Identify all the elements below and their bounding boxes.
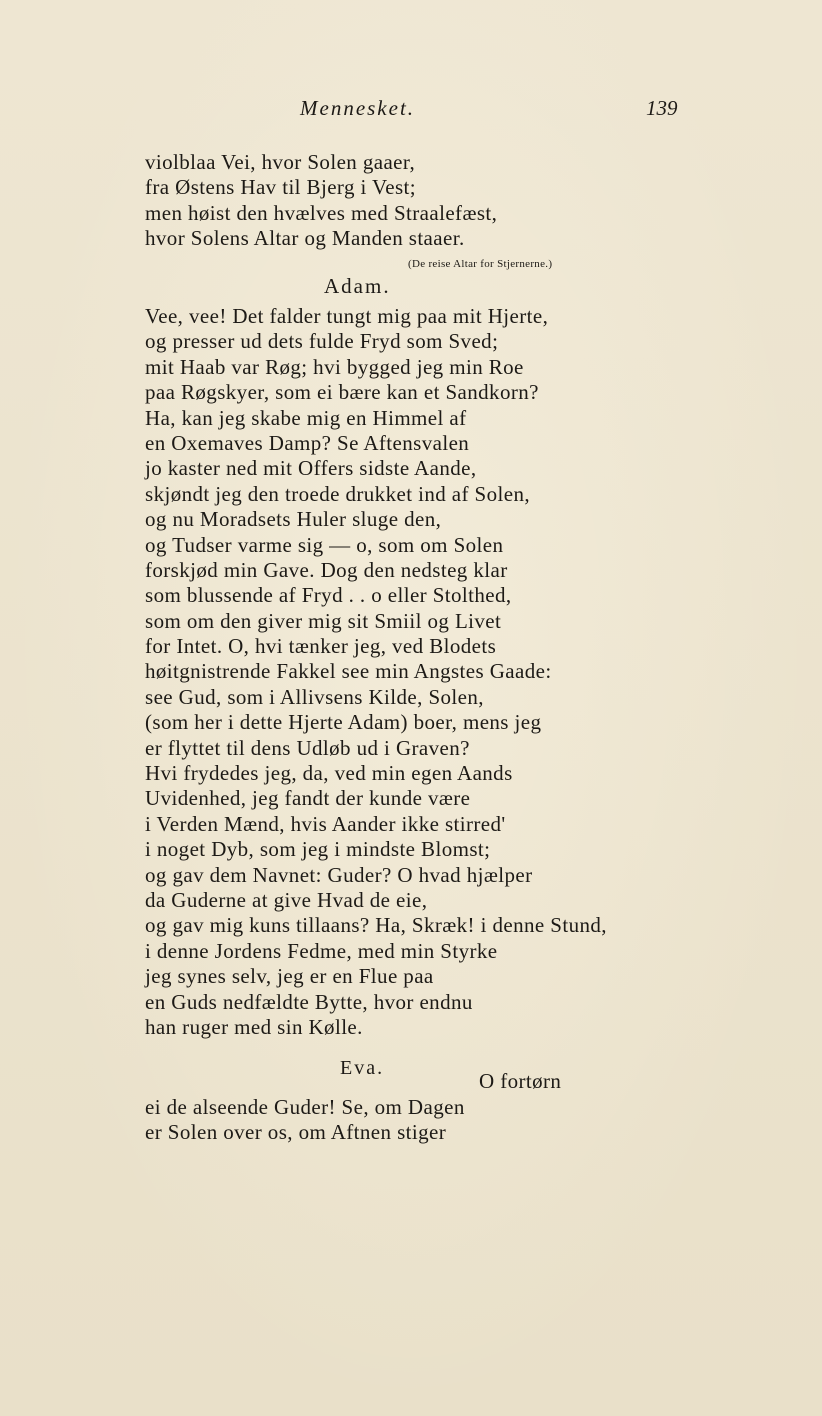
verse-line: hvor Solens Altar og Manden staaer. [145, 226, 465, 251]
verse-line: mit Haab var Røg; hvi bygged jeg min Roe [145, 354, 524, 379]
verse-line: som blussende af Fryd . . o eller Stolthed, [145, 583, 512, 608]
verse-line: Uvidenhed, jeg fandt der kunde være [145, 786, 471, 811]
verse-line: høitgnistrende Fakkel see min Angstes Gaade: [145, 659, 552, 684]
verse-line: ei de alseende Guder! Se, om Dagen [145, 1095, 465, 1119]
verse-line: jo kaster ned mit Offers sidste Aande, [145, 456, 477, 481]
page-number: 139 [646, 96, 678, 120]
verse-line: er Solen over os, om Aftnen stiger [145, 1120, 447, 1145]
verse-line: han ruger med sin Kølle. [145, 1014, 363, 1039]
verse-line: for Intet. O, hvi tænker jeg, ved Blodets [145, 634, 497, 659]
verse-line: og gav mig kuns tillaans? Ha, Skræk! i denne Stund, [145, 913, 607, 938]
verse-line: og Tudser varme sig — o, som om Solen [145, 532, 504, 557]
verse-line: fra Østens Hav til Bjerg i Vest; [145, 175, 416, 200]
verse-line: og gav dem Navnet: Guder? O hvad hjælper [145, 862, 533, 887]
verse-line: (som her i dette Hjerte Adam) boer, mens jeg [145, 710, 542, 735]
verse-line: see Gud, som i Allivsens Kilde, Solen, [145, 684, 484, 709]
stage-direction: (De reise Altar for Stjernerne.) [408, 258, 553, 270]
verse-line: jeg synes selv, jeg er en Flue paa [145, 964, 434, 989]
verse-line: Vee, vee! Det falder tungt mig paa mit Hjerte, [145, 304, 549, 328]
verse-line: paa Røgskyer, som ei bære kan et Sandkorn? [145, 380, 539, 405]
verse-line: som om den giver mig sit Smiil og Livet [145, 608, 502, 633]
verse-line: i denne Jordens Fedme, med min Styrke [145, 938, 498, 963]
verse-line: skjøndt jeg den troede drukket ind af Solen, [145, 481, 531, 506]
verse-line: er flyttet til dens Udløb ud i Graven? [145, 735, 470, 760]
adam-speech [145, 304, 685, 1040]
running-head [0, 96, 822, 128]
verse-line: forskjød min Gave. Dog den nedsteg klar [145, 557, 508, 582]
verse-line: og nu Moradsets Huler sluge den, [145, 507, 442, 532]
verse-line: men høist den hvælves med Straalefæst, [145, 200, 498, 225]
verse-line: violblaa Vei, hvor Solen gaaer, [145, 150, 416, 174]
running-title: Mennesket. [300, 96, 416, 120]
speaker-eva: Eva. [340, 1057, 385, 1079]
verse-line: en Oxemaves Damp? Se Aftensvalen [145, 430, 470, 455]
verse-line: og presser ud dets fulde Fryd som Sved; [145, 329, 499, 354]
verse-line: Hvi frydedes jeg, da, ved min egen Aands [145, 761, 513, 786]
intro-verse [145, 150, 685, 252]
verse-line: en Guds nedfældte Bytte, hvor endnu [145, 989, 473, 1014]
verse-line: i Verden Mænd, hvis Aander ikke stirred' [145, 811, 506, 836]
verse-line: da Guderne at give Hvad de eie, [145, 887, 428, 912]
verse-line: Ha, kan jeg skabe mig en Himmel af [145, 405, 467, 430]
verse-line: i noget Dyb, som jeg i mindste Blomst; [145, 837, 491, 862]
eva-first-line: O fortørn [479, 1069, 562, 1093]
eva-speech [145, 1095, 685, 1146]
speaker-adam: Adam. [324, 274, 391, 298]
